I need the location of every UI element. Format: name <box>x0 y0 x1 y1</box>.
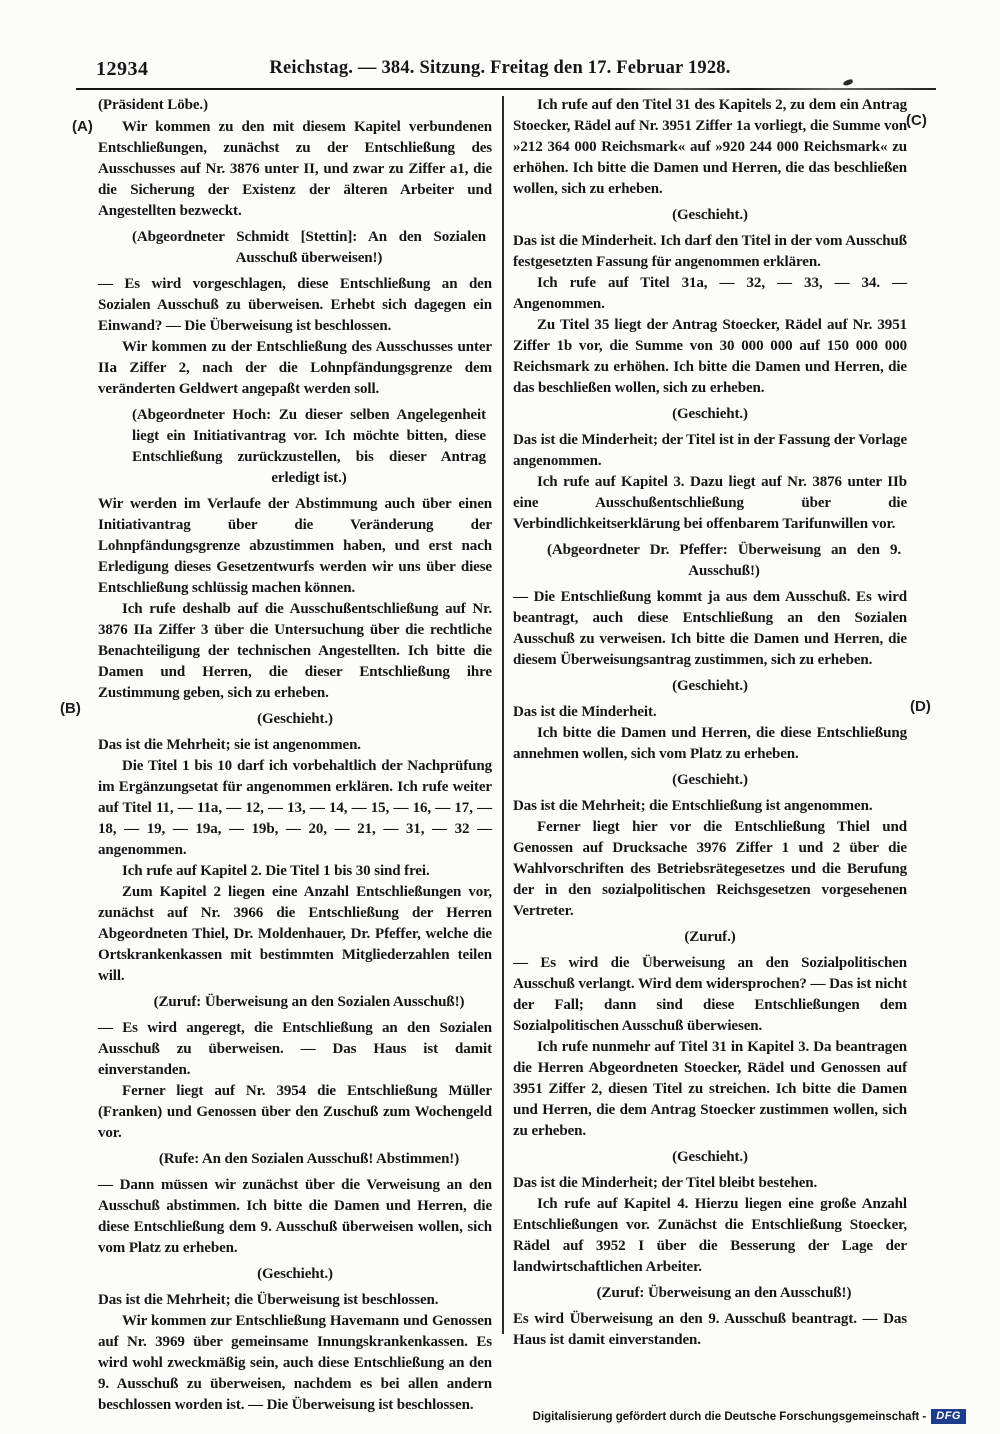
speaker-heading: (Präsident Löbe.) <box>98 97 208 113</box>
paragraph: Zum Kapitel 2 liegen eine Anzahl Entschließungen vor, zunächst auf Nr. 3966 die Entschließung der Herren Abgeordneten Thiel, Dr. Moldenhauer, Dr. Pfeffer, welche die Ortskrankenkassen mit bestimmten Mitgliederzahlen teilen will. <box>98 884 492 984</box>
margin-label-c: (C) <box>906 112 927 129</box>
paragraph: — Es wird angeregt, die Entschließung an den Sozialen Ausschuß zu überweisen. — Das Haus ist damit einverstanden. <box>98 1020 492 1078</box>
stage-direction-centered: (Geschieht.) <box>672 207 748 223</box>
stage-direction-centered: (Geschieht.) <box>257 711 333 727</box>
stage-direction-centered: (Geschieht.) <box>257 1266 333 1282</box>
digitization-credit-text: Digitalisierung gefördert durch die Deutsche Forschungsgemeinschaft - <box>532 1410 927 1423</box>
stage-direction: (Rufe: An den Sozialen Ausschuß! Abstimmen!) <box>158 1151 460 1167</box>
paragraph: Es wird Überweisung an den 9. Ausschuß beantragt. — Das Haus ist damit einverstanden. <box>513 1311 907 1348</box>
paragraph: Das ist die Mehrheit; die Überweisung ist beschlossen. <box>98 1292 439 1308</box>
dfg-logo: DFG <box>931 1409 966 1424</box>
digitization-footer <box>533 1409 966 1424</box>
paragraph: Wir kommen zu der Entschließung des Ausschusses unter IIa Ziffer 2, nach der die Lohnpfändungsgrenze dem veränderten Geldwert angepaßt werden soll. <box>98 339 492 397</box>
paragraph: Ich rufe auf Kapitel 4. Hierzu liegen eine große Anzahl Entschließungen vor. Zunächst die Entschließung Stoecker, Rädel auf 3952 I über die Besserung der Lage der landwirtschaftlichen Arbeiter. <box>513 1196 907 1275</box>
paragraph: Das ist die Mehrheit; die Entschließung ist angenommen. <box>513 798 873 814</box>
paragraph: Ich rufe deshalb auf die Ausschußentschließung auf Nr. 3876 IIa Ziffer 3 über die Untersuchung über die rechtliche Benachteiligung der technischen Angestellten. Ich bitte die Damen und Herren, die dieser Entschließung ihre Zustimmung geben, sich zu erheben. <box>98 601 492 701</box>
paragraph: Das ist die Minderheit. <box>513 704 657 720</box>
stage-direction: (Zuruf: Überweisung an den Sozialen Ausschuß!) <box>153 994 465 1010</box>
paragraph: — Es wird vorgeschlagen, diese Entschließung an den Sozialen Ausschuß zu überweisen. Erhebt sich dagegen ein Einwand? — Die Überweisung ist beschlossen. <box>98 276 492 334</box>
column-divider-rule <box>502 96 504 1334</box>
stage-direction-centered: (Geschieht.) <box>672 772 748 788</box>
paragraph: Das ist die Minderheit. Ich darf den Titel in der vom Ausschuß festgesetzten Fassung für angenommen erklären. <box>513 233 907 270</box>
ink-mark <box>842 79 853 87</box>
stage-direction-centered: (Geschieht.) <box>672 678 748 694</box>
paragraph: — Die Entschließung kommt ja aus dem Ausschuß. Es wird beantragt, auch diese Entschließung an den Sozialen Ausschuß zu verweisen. Ich bitte die Damen und Herren, die diesem Überweisungsantrag zustimmen, sich zu erheben. <box>513 589 907 668</box>
paragraph: Ich rufe auf Titel 31a, — 32, — 33, — 34. — Angenommen. <box>513 275 907 312</box>
paragraph: Ich rufe nunmehr auf Titel 31 in Kapitel 3. Da beantragen die Herren Abgeordneten Stoecker, Rädel und Genossen auf 3951 Ziffer 2, diesen Titel zu streichen. Ich bitte die Damen und Herren, die dem Antrag Stoecker zustimmen wollen, sich zu erheben. <box>513 1039 907 1139</box>
paragraph: Ferner liegt hier vor die Entschließung Thiel und Genossen auf Drucksache 3976 Ziffer 1 und 2 über die Wahlvorschriften des Betriebsrätegesetzes und die Berufung der in den sozialpolitischen Reichsgesetzen vorgesehenen Vertreter. <box>513 819 907 919</box>
paragraph: Ich rufe auf den Titel 31 des Kapitels 2, zu dem ein Antrag Stoecker, Rädel auf Nr. 3951 Ziffer 1a vorliegt, die Summe von »212 364 000 Reichsmark« auf »920 244 000 Reichsmark« zu erhöhen. Ich bitte die Damen und Herren, die das beschließen wollen, sich zu erheben. <box>513 97 907 197</box>
paragraph: Das ist die Mehrheit; sie ist angenommen. <box>98 737 361 753</box>
margin-label-d: (D) <box>910 698 931 715</box>
paragraph: — Es wird die Überweisung an den Sozialpolitischen Ausschuß verlangt. Wird dem widersprochen? — Das ist nicht der Fall; dann sind diese Entschließungen dem Sozialpolitischen Ausschuß überwiesen. <box>513 955 907 1034</box>
paragraph: Ich rufe auf Kapitel 3. Dazu liegt auf Nr. 3876 unter IIb eine Ausschußentschließung über die Verbindlichkeitserklärung bei offenbarem Tarifunwillen vor. <box>513 474 907 532</box>
paragraph: Das ist die Minderheit; der Titel bleibt bestehen. <box>513 1175 818 1191</box>
paragraph: Ferner liegt auf Nr. 3954 die Entschließung Müller (Franken) und Genossen über den Zuschuß zum Wochengeld vor. <box>98 1083 492 1141</box>
page-header-title: Reichstag. — 384. Sitzung. Freitag den 17. Februar 1928. <box>269 58 731 78</box>
stage-direction: (Zuruf: Überweisung an den Ausschuß!) <box>596 1285 852 1301</box>
stage-direction-centered: (Zuruf.) <box>684 929 736 945</box>
left-column <box>98 95 492 1416</box>
paragraph: Wir kommen zur Entschließung Havemann und Genossen auf Nr. 3969 über gemeinsame Innungskrankenkassen. Es wird wohl zweckmäßig sein, auch diese Entschließung an den 9. Ausschuß zu überweisen, nachdem es bei allen andern beschlossen worden ist. — Die Überweisung ist beschlossen. <box>98 1313 492 1413</box>
paragraph: — Dann müssen wir zunächst über die Verweisung an den Ausschuß abstimmen. Ich bitte die Damen und Herren, die diese Entschließung dem 9. Ausschuß überweisen wollen, sich vom Platz zu erheben. <box>98 1177 492 1256</box>
paragraph: Wir kommen zu den mit diesem Kapitel verbundenen Entschließungen, zunächst zu der Entschließung des Ausschusses auf Nr. 3876 unter II, und zwar zu Ziffer a1, die die Sicherung der Existenz der älteren Arbeiter und Angestellten bezweckt. <box>98 119 492 219</box>
page-number: 12934 <box>96 58 149 80</box>
stage-direction: (Abgeordneter Hoch: Zu dieser selben Angelegenheit liegt ein Initiativantrag vor. Ich möchte bitten, diese Entschließung zurückzustellen, bis dieser Antrag erledigt ist.) <box>132 407 486 486</box>
paragraph: Zu Titel 35 liegt der Antrag Stoecker, Rädel auf Nr. 3951 Ziffer 1b vor, die Summe von 30 000 000 auf 150 000 000 Reichsmark zu erhöhen. Ich bitte die Damen und Herren, die das beschließen wollen, sich zu erheben. <box>513 317 907 396</box>
margin-label-b: (B) <box>60 700 81 717</box>
header-rule <box>76 88 936 90</box>
stage-direction: (Abgeordneter Schmidt [Stettin]: An den Sozialen Ausschuß überweisen!) <box>132 229 486 266</box>
stage-direction: (Abgeordneter Dr. Pfeffer: Überweisung an den 9. Ausschuß!) <box>547 542 901 579</box>
paragraph: Die Titel 1 bis 10 darf ich vorbehaltlich der Nachprüfung im Ergänzungsetat für angenommen erklären. Ich rufe weiter auf Titel 11, — 11a, — 12, — 13, — 14, — 15, — 16, — 17, — 18, — 19, — 19a, — 19b, — 20, — 21, — 31, — 32 — angenommen. <box>98 758 492 858</box>
paragraph: Ich bitte die Damen und Herren, die diese Entschließung annehmen wollen, sich vom Platz zu erheben. <box>513 725 907 762</box>
right-column <box>513 95 907 1351</box>
paragraph: Ich rufe auf Kapitel 2. Die Titel 1 bis 30 sind frei. <box>122 863 430 879</box>
margin-label-a: (A) <box>72 118 93 135</box>
paragraph: Das ist die Minderheit; der Titel ist in der Fassung der Vorlage angenommen. <box>513 432 907 469</box>
stage-direction-centered: (Geschieht.) <box>672 406 748 422</box>
stage-direction-centered: (Geschieht.) <box>672 1149 748 1165</box>
paragraph: Wir werden im Verlaufe der Abstimmung auch über einen Initiativantrag über die Veränderung der Lohnpfändungsgrenze abzustimmen haben, und erst nach Erledigung dieses Gesetzentwurfs werden wir uns über diese Entschließung schlüssig machen können. <box>98 496 492 596</box>
